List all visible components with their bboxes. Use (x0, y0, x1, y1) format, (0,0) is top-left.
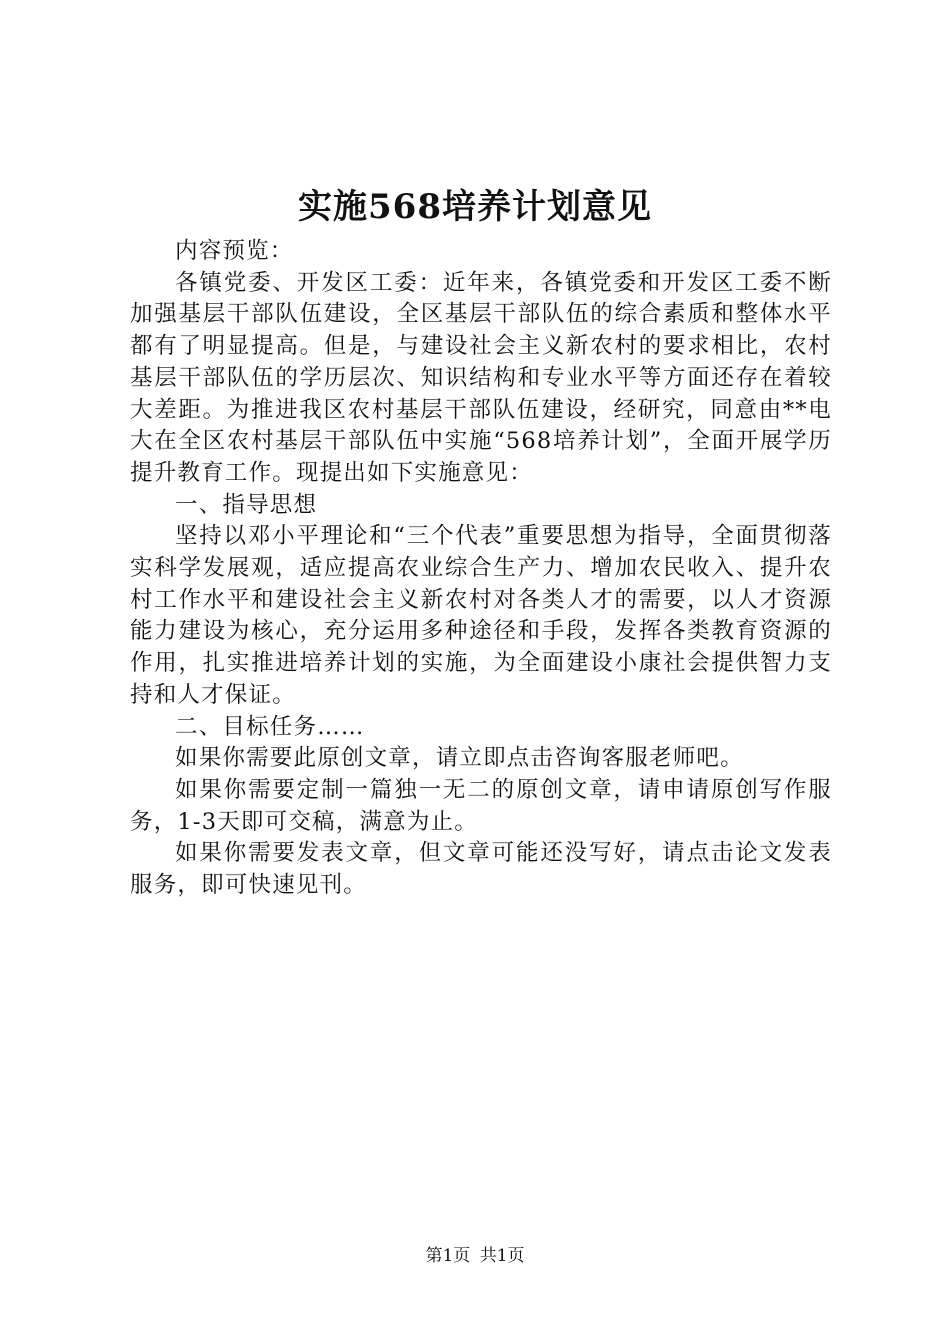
publish-paragraph: 如果你需要发表文章，但文章可能还没写好，请点击论文发表服务，即可快速见刊。 (130, 840, 832, 899)
section-heading-goals: 二、目标任务…… (175, 713, 365, 740)
preview-label: 内容预览： (175, 238, 294, 264)
document-body (130, 236, 832, 902)
guiding-thought-paragraph: 坚持以邓小平理论和“三个代表”重要思想为指导，全面贯彻落实科学发展观，适应提高农业综合生产力、增加农民收入、提升农村工作水平和建设社会主义新农村对各类人才的需要，以人才资源能力建设为核心，充分运用多种途径和手段，发挥各类教育资源的作用，扎实推进培养计划的实施，为全面建设小康社会提供智力支持和人才保证。 (130, 523, 832, 708)
intro-paragraph: 各镇党委、开发区工委：近年来，各镇党委和开发区工委不断加强基层干部队伍建设，全区基层干部队伍的综合素质和整体水平都有了明显提高。但是，与建设社会主义新农村的要求相比，农村基层干部队伍的学历层次、知识结构和专业水平等方面还存在着较大差距。为推进我区农村基层干部队伍建设，经研究，同意由**电大在全区农村基层干部队伍中实施“568培养计划”，全面开展学历提升教育工作。现提出如下实施意见： (130, 269, 832, 486)
section-heading-guiding-thought: 一、指导思想 (175, 491, 318, 518)
consult-paragraph: 如果你需要此原创文章，请立即点击咨询客服老师吧。 (175, 745, 744, 772)
page-title: 实施568培养计划意见 (298, 187, 652, 227)
custom-writing-paragraph: 如果你需要定制一篇独一无二的原创文章，请申请原创写作服务，1-3天即可交稿，满意为止。 (130, 776, 832, 835)
page-footer: 第1页 共1页 (425, 1246, 525, 1266)
